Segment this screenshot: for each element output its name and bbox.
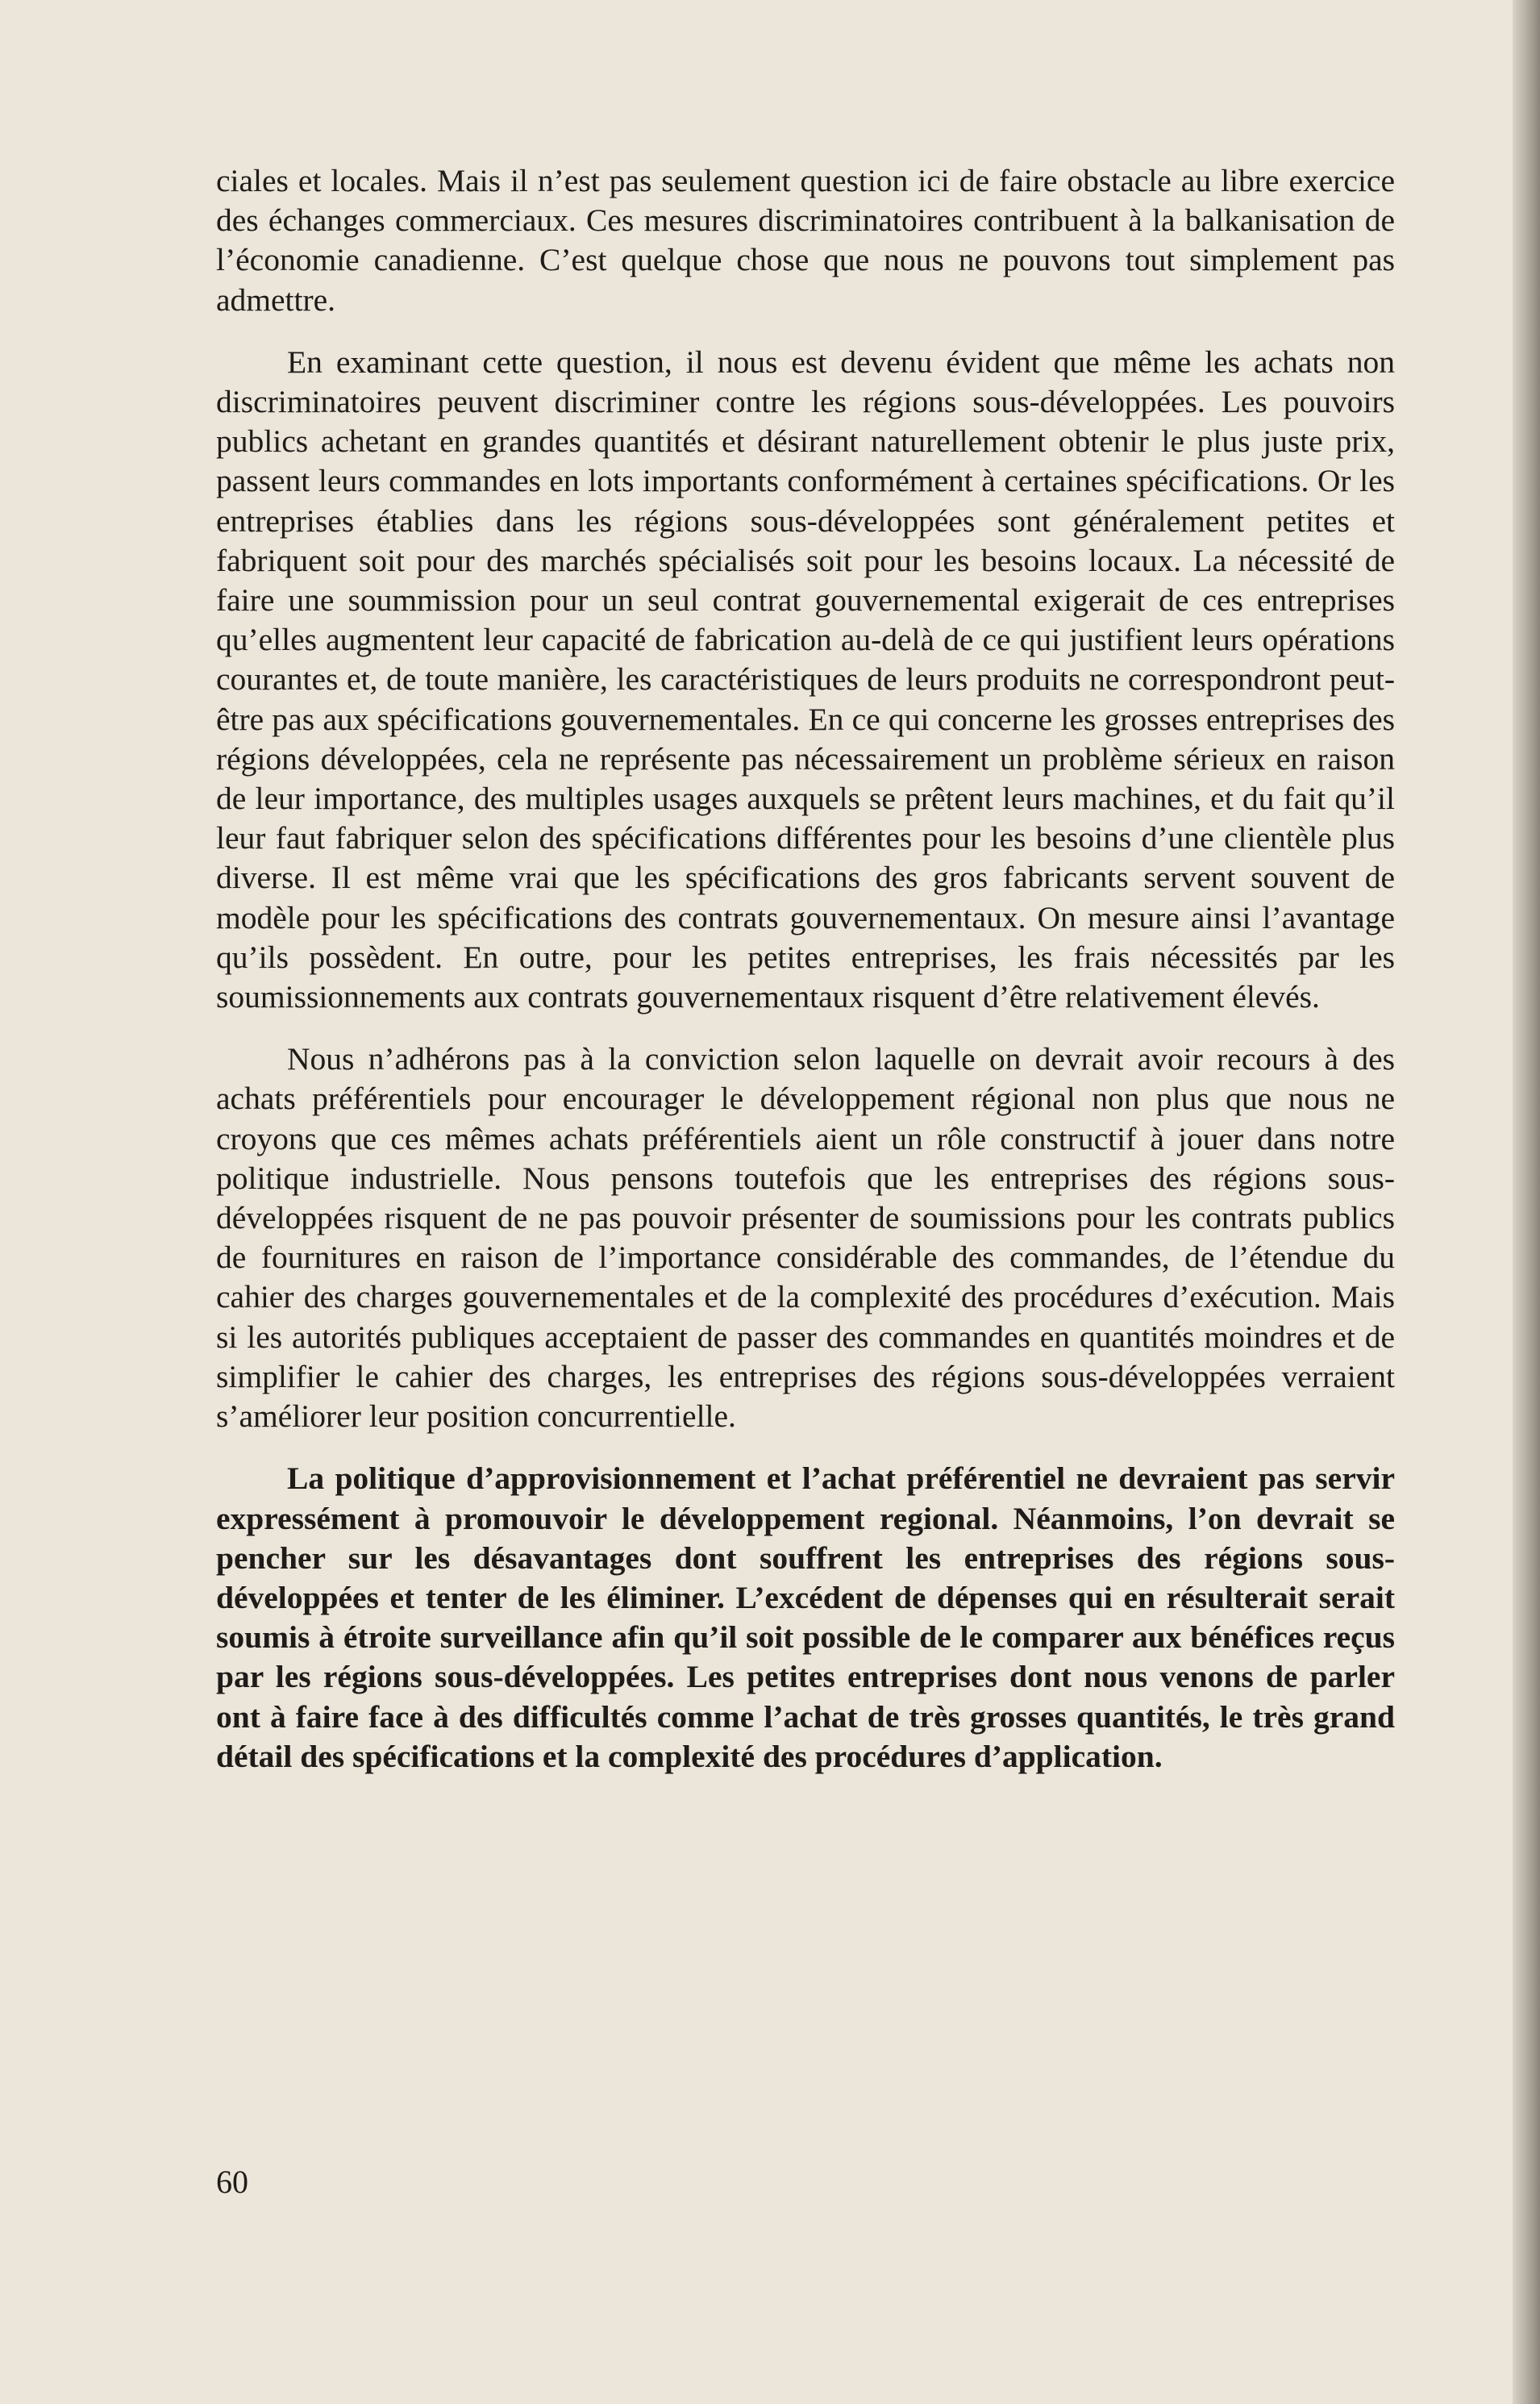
page-edge-shadow: [1513, 0, 1540, 2404]
paragraph-nondiscriminatory-purchases: En examinant cette question, il nous est devenu évident que même les achats non discriminatoires peuvent discriminer contre les régions sous-développées. Les pouvoirs publics achetant en grandes quantités et désirant naturellement obtenir le plus juste prix, passent leurs commandes en lots importants conformément à certaines spécifications. Or les entreprises établies dans les régions sous-développées sont généralement petites et fabriquent soit pour des marchés spécialisés soit pour les besoins locaux. La nécessité de faire une soummission pour un seul contrat gouvernemental exigerait de ces entreprises qu’elles augmentent leur capacité de fabrication au-delà de ce qui justifient leurs opérations courantes et, de toute manière, les caractéristiques de leurs produits ne correspondront peut-être pas aux spécifications gouvernementales. En ce qui concerne les grosses entreprises des régions développées, cela ne représente pas nécessairement un problème sérieux en raison de leur importance, des multiples usages auxquels se prêtent leurs machines, et du fait qu’il leur faut fabriquer selon des spécifications différentes pour les besoins d’une clientèle plus diverse. Il est même vrai que les spécifications des gros fabricants servent souvent de modèle pour les spécifications des contrats gouvernementaux. On mesure ainsi l’avantage qu’ils possèdent. En outre, pour les petites entreprises, les frais nécessités par les soumissionnements aux contrats gouvernementaux risquent d’être relativement élevés.: [216, 344, 1395, 1015]
page-number: 60: [216, 2164, 248, 2200]
paragraph-preferential-purchases: Nous n’adhérons pas à la conviction selon laquelle on devrait avoir recours à des achats préférentiels pour encourager le développement régional non plus que nous ne croyons que ces mêmes achats préférentiels aient un rôle constructif à jouer dans notre politique industrielle. Nous pensons toutefois que les entreprises des régions sous-développées risquent de ne pas pouvoir présenter de soumissions pour les contrats publics de fournitures en raison de l’importance considérable des commandes, de l’étendue du cahier des charges gouvernementales et de la complexité des procédures d’exécution. Mais si les autorités publiques acceptaient de passer des commandes en quantités moindres et de simplifier le cahier des charges, les entreprises des régions sous-développées verraient s’améliorer leur position concurrentielle.: [216, 1041, 1395, 1435]
paragraph-recommendation: La politique d’approvisionnement et l’achat préférentiel ne devraient pas servir expressément à promouvoir le développement regional. Néanmoins, l’on devrait se pencher sur les désavantages dont souffrent les entreprises des régions sous-développées et tenter de les éliminer. L’excédent de dépenses qui en résulterait serait soumis à étroite surveillance afin qu’il soit possible de le comparer aux bénéfices reçus par les régions sous-développées. Les petites entreprises dont nous venons de parler ont à faire face à des difficultés comme l’achat de très grosses quantités, le très grand détail des spécifications et la complexité des procédures d’application.: [216, 1460, 1395, 1774]
paragraph-continuation: ciales et locales. Mais il n’est pas seulement question ici de faire obstacle au libre exercice des échanges commerciaux. Ces mesures discriminatoires contribuent à la balkanisation de l’économie canadienne. C’est quelque chose que nous ne pouvons tout simplement pas admettre.: [216, 163, 1395, 318]
body-text: [216, 161, 1395, 1799]
